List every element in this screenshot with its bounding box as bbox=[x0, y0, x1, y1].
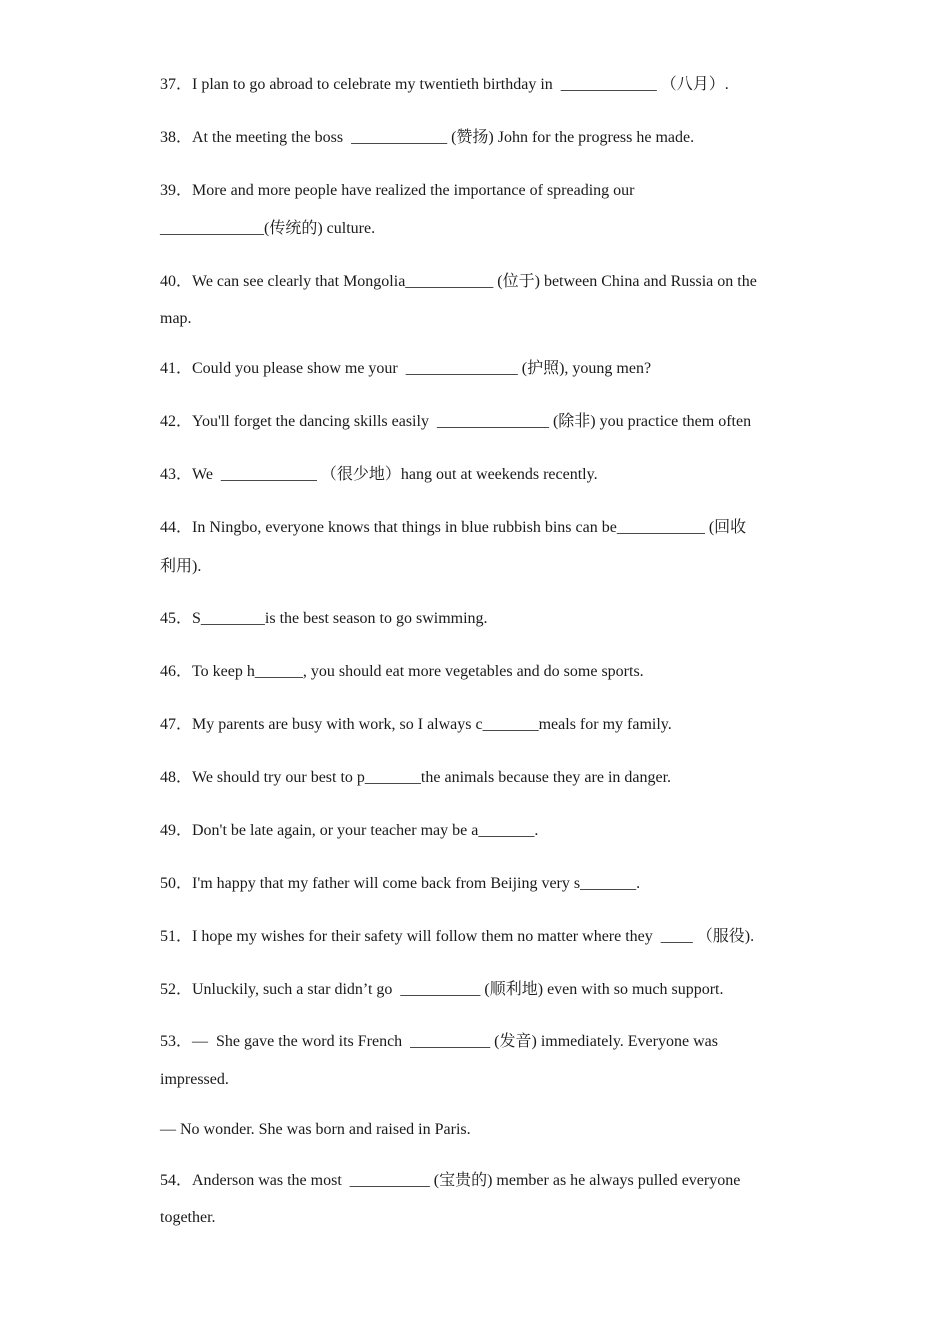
question-49: 49．Don't be late again, or your teacher may be a_______. bbox=[160, 822, 539, 839]
question-44-line-2: 利用). bbox=[160, 558, 202, 575]
question-41: 41．Could you please show me your ______________ (护照), young men? bbox=[160, 360, 652, 377]
question-53-reply: — No wonder. She was born and raised in Paris. bbox=[160, 1121, 471, 1138]
question-45: 45．S________is the best season to go swimming. bbox=[160, 610, 488, 627]
question-54-line-1: 54．Anderson was the most __________ (宝贵的) member as he always pulled everyone bbox=[160, 1172, 741, 1189]
question-53-line-2: impressed. bbox=[160, 1071, 229, 1088]
question-48: 48．We should try our best to p_______the animals because they are in danger. bbox=[160, 769, 672, 786]
question-37: 37．I plan to go abroad to celebrate my twentieth birthday in ____________ （八月）. bbox=[160, 76, 729, 93]
question-46: 46．To keep h______, you should eat more vegetables and do some sports. bbox=[160, 663, 644, 680]
question-39-line-2: _____________(传统的) culture. bbox=[160, 220, 376, 237]
question-54-line-2: together. bbox=[160, 1209, 216, 1226]
question-43: 43．We ____________ （很少地）hang out at weekends recently. bbox=[160, 466, 598, 483]
question-51: 51．I hope my wishes for their safety will follow them no matter where they ____ （服役). bbox=[160, 928, 755, 945]
question-42: 42．You'll forget the dancing skills easily ______________ (除非) you practice them often bbox=[160, 413, 752, 430]
question-39-line-1: 39．More and more people have realized the importance of spreading our bbox=[160, 182, 635, 199]
question-50: 50．I'm happy that my father will come back from Beijing very s_______. bbox=[160, 875, 641, 892]
question-52: 52．Unluckily, such a star didn’t go __________ (顺利地) even with so much support. bbox=[160, 981, 724, 998]
question-40-line-1: 40．We can see clearly that Mongolia___________ (位于) between China and Russia on the bbox=[160, 273, 757, 290]
question-44-line-1: 44．In Ningbo, everyone knows that things in blue rubbish bins can be___________ (回收 bbox=[160, 519, 747, 536]
question-40-line-2: map. bbox=[160, 310, 192, 327]
question-38: 38．At the meeting the boss ____________ (赞扬) John for the progress he made. bbox=[160, 129, 695, 146]
question-53-line-1: 53．— She gave the word its French __________ (发音) immediately. Everyone was bbox=[160, 1033, 718, 1050]
question-47: 47．My parents are busy with work, so I always c_______meals for my family. bbox=[160, 716, 672, 733]
